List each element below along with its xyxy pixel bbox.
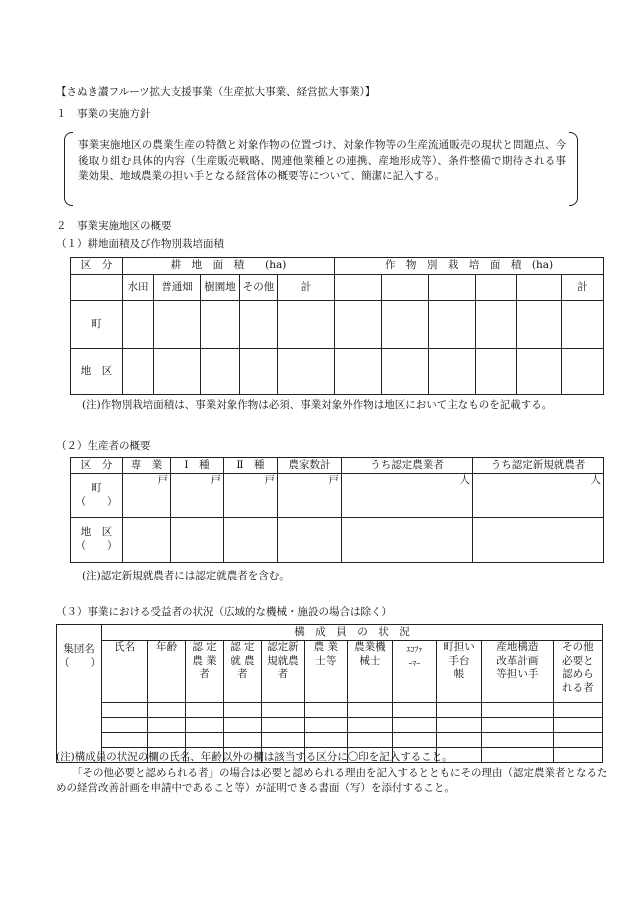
page-title: 【さぬき讃フルーツ拡大支援事業（生産拡大事業、経営拡大事業）】 xyxy=(56,86,376,98)
bracket-right xyxy=(569,132,578,206)
t2-header-farm-total: 農家数計 xyxy=(278,458,342,474)
t1-col-other: その他 xyxy=(240,275,278,301)
t1-col-total: 計 xyxy=(278,275,335,301)
t3-header-member-status: 構 成 員 の 状 況 xyxy=(102,625,603,641)
t1-col-upland: 普通畑 xyxy=(154,275,201,301)
t2-header-certified: うち認定農業者 xyxy=(342,458,473,474)
table2-note: (注)認定新規就農者には認定就農者を含む。 xyxy=(82,570,290,582)
t3-col-certified-farmer: 認 定 農 業 者 xyxy=(186,641,224,703)
t2-header-type1: Ⅰ 種 xyxy=(171,458,224,474)
policy-bracket xyxy=(64,132,578,204)
t1-col-orchard: 樹園地 xyxy=(201,275,240,301)
t1-header-crop-area: 作 物 別 栽 培 面 積 (ha) xyxy=(335,258,604,275)
table2-heading: （２）生産者の概要 xyxy=(56,440,151,452)
t3-col-eco-farmer: ｴｺﾌｧ ｰﾏｰ xyxy=(392,641,436,703)
t1-col-paddy: 水田 xyxy=(123,275,154,301)
t3-col-other-approved: その他 必要と 認めら れる者 xyxy=(553,641,602,703)
section1-heading: １ 事業の実施方針 xyxy=(56,108,151,120)
policy-text: 事業実施地区の農業生産の特徴と対象作物の位置づけ、対象作物等の生産流通販売の現状と問題点、今後取り組む具体的内容（生産販売戦略、関連他業種との連携、産地形成等）、条件整備で期待される事業効果、地域農業の担い手となる経営体の概要等について、簡潔に記入する。 xyxy=(78,139,566,182)
beneficiary-status-table xyxy=(56,624,603,763)
t1-header-kubun: 区 分 xyxy=(71,258,123,275)
section2-heading: ２ 事業実施地区の概要 xyxy=(56,220,172,232)
table1-note: (注)作物別栽培面積は、事業対象作物は必須、事業対象外作物は地区において主なものを記載する。 xyxy=(82,399,553,411)
t3-col-name: 氏名 xyxy=(102,641,148,703)
t1-row-district: 地 区 xyxy=(71,349,123,395)
table1-heading: （１）耕地面積及び作物別栽培面積 xyxy=(56,238,224,250)
t3-col-new-entrant: 認定新 規就農 者 xyxy=(261,641,304,703)
t1-col-crop-total: 計 xyxy=(562,275,604,301)
t3-col-agri-expert: 農 業 士等 xyxy=(304,641,347,703)
t2-unit-nin[interactable]: 人 xyxy=(473,474,604,518)
t3-col-age: 年齢 xyxy=(148,641,186,703)
t2-header-fulltime: 専 業 xyxy=(123,458,171,474)
t3-col-machinery: 農業機 械士 xyxy=(347,641,392,703)
t2-row-town: 町 （ ） xyxy=(71,474,123,518)
t2-unit-ko[interactable]: 戸 xyxy=(278,474,342,518)
t2-header-new-certified: うち認定新規就農者 xyxy=(473,458,604,474)
t2-unit-ko[interactable]: 戸 xyxy=(224,474,278,518)
t3-col-certified-entrant: 認 定 就 農 者 xyxy=(223,641,261,703)
t3-group-name: 集団名 （ ） xyxy=(57,625,102,763)
t3-col-town-register: 町担い 手台 帳 xyxy=(436,641,481,703)
t1-row-town: 町 xyxy=(71,301,123,349)
t2-row-district: 地 区 （ ） xyxy=(71,518,123,563)
farmland-area-table xyxy=(70,257,604,395)
table3-note2: 「その他必要と認められる者」の場合は必要と認められる理由を記入するとともにその理由（認定農業者となるための経営改善計画を申請中であること等）が証明できる書面（写）を添付すること。 xyxy=(56,767,608,794)
t2-unit-nin[interactable]: 人 xyxy=(342,474,473,518)
table3-heading: （３）事業における受益者の状況（広域的な機械・施設の場合は除く） xyxy=(56,606,392,618)
t2-unit-ko[interactable]: 戸 xyxy=(171,474,224,518)
t2-header-type2: Ⅱ 種 xyxy=(224,458,278,474)
t2-unit-ko[interactable]: 戸 xyxy=(123,474,171,518)
bracket-left xyxy=(64,132,73,206)
producer-overview-table xyxy=(70,457,604,563)
t2-header-kubun: 区 分 xyxy=(71,458,123,474)
t1-header-farmland-area: 耕 地 面 積 (ha) xyxy=(123,258,335,275)
t3-col-reform-plan: 産地構造 改革計画 等担い手 xyxy=(482,641,554,703)
table3-note1: (注)構成員の状況の欄の氏名、年齢以外の欄は該当する区分に〇印を記入すること。 xyxy=(56,751,453,763)
